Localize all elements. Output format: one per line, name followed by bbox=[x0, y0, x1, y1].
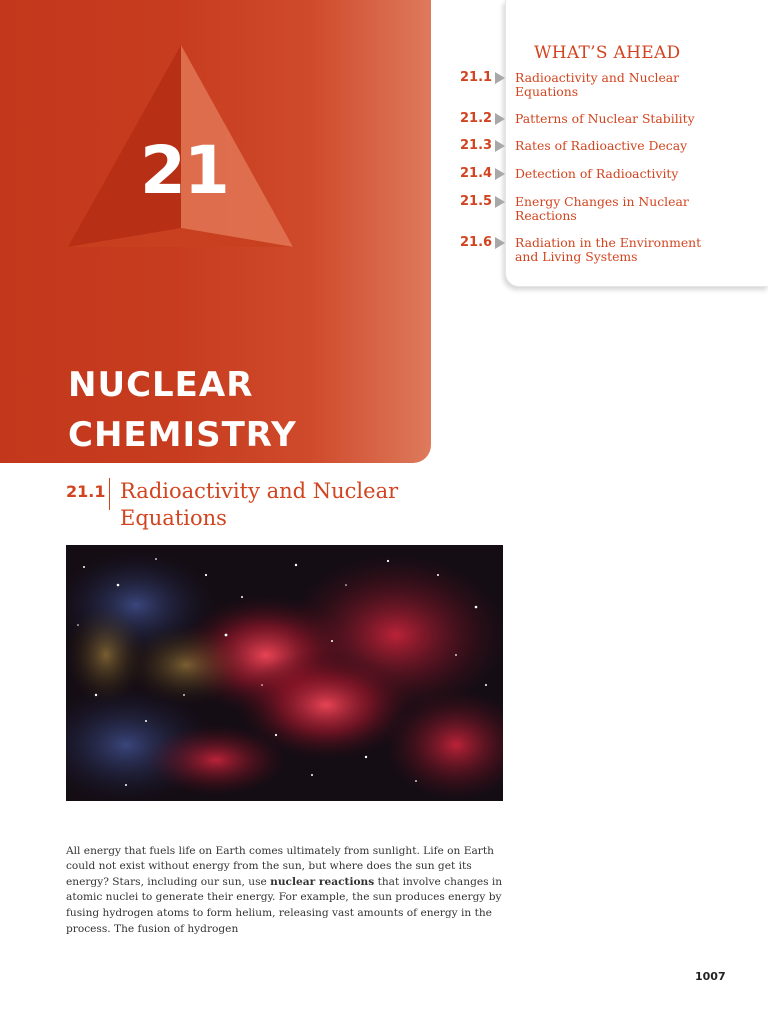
whats-ahead-item-number: 21.6 bbox=[460, 235, 493, 250]
body-text-part-2: that involve changes in atomic nuclei to generate their energy. For example, the sun produces energy by fusing hydrogen atoms to form helium, releasing vast amounts of energy in the process. The fusion of hydrogen bbox=[66, 875, 503, 935]
whats-ahead-item-number: 21.1 bbox=[460, 70, 493, 85]
body-text-part-1: All energy that fuels life on Earth comes ultimately from sunlight. Life on Earth could not exist without energy from the sun, but where does the sun get its energy? Stars, including our sun, use bbox=[66, 844, 494, 888]
chapter-title bbox=[68, 360, 297, 460]
whats-ahead-item-label: Patterns of Nuclear Stability bbox=[515, 111, 695, 126]
triangle-arrow-icon bbox=[495, 196, 505, 208]
triangle-arrow-icon bbox=[495, 140, 505, 152]
nebula-photo bbox=[66, 545, 503, 801]
whats-ahead-item-number: 21.2 bbox=[460, 111, 493, 126]
whats-ahead-item-number: 21.4 bbox=[460, 166, 493, 181]
chapter-banner bbox=[0, 0, 431, 463]
section-title: Radioactivity and Nuclear Equations bbox=[120, 479, 399, 530]
key-term: nuclear reactions bbox=[270, 875, 375, 888]
chapter-number: 21 bbox=[140, 132, 228, 209]
section-number: 21.1 bbox=[66, 482, 106, 501]
section-divider bbox=[109, 478, 110, 510]
body-paragraph bbox=[66, 844, 506, 938]
whats-ahead-item-number: 21.5 bbox=[460, 194, 493, 209]
whats-ahead-item-label: Energy Changes in Nuclear Reactions bbox=[515, 194, 689, 223]
triangle-arrow-icon bbox=[495, 168, 505, 180]
chapter-title-line-2: CHEMISTRY bbox=[68, 415, 297, 455]
triangle-arrow-icon bbox=[495, 113, 505, 125]
whats-ahead-item-number: 21.3 bbox=[460, 138, 493, 153]
whats-ahead-item-label: Rates of Radioactive Decay bbox=[515, 138, 688, 153]
triangle-arrow-icon bbox=[495, 72, 505, 84]
whats-ahead-panel bbox=[460, 0, 768, 287]
whats-ahead-item-label: Radioactivity and Nuclear Equations bbox=[515, 70, 680, 99]
chapter-title-line-1: NUCLEAR bbox=[68, 365, 254, 405]
triangle-arrow-icon bbox=[495, 237, 505, 249]
page-number: 1007 bbox=[695, 970, 726, 983]
whats-ahead-item-label: Radiation in the Environment and Living Systems bbox=[515, 235, 702, 264]
whats-ahead-title: WHAT’S AHEAD bbox=[534, 43, 681, 63]
whats-ahead-item-label: Detection of Radioactivity bbox=[515, 166, 679, 181]
